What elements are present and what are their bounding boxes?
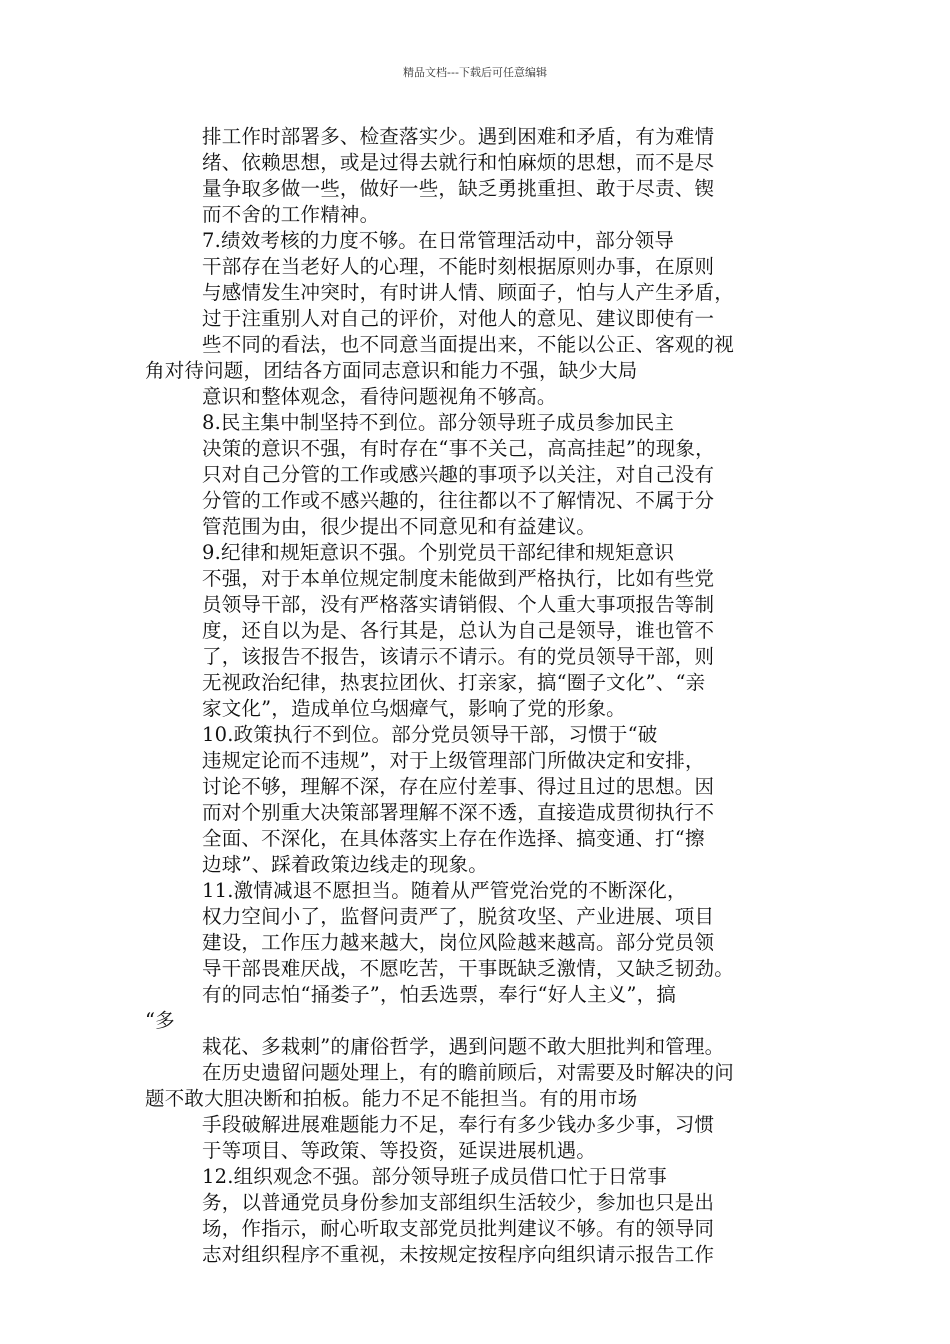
text-line: 些不同的看法，也不同意当面提出来，不能以公正、客观的视: [202, 333, 734, 356]
text-line: 栽花、多栽刺”的庸俗哲学，遇到问题不敢大胆批判和管理。: [202, 1035, 725, 1058]
text-line: 有的同志怕“捅娄子”，怕丢选票，奉行“好人主义”，搞: [202, 983, 677, 1006]
text-line: 建设，工作压力越来越大，岗位风险越来越高。部分党员领: [202, 931, 715, 954]
text-line: 意识和整体观念，看待问题视角不够高。: [202, 385, 557, 408]
text-line: 分管的工作或不感兴趣的，往往都以不了解情况、不属于分: [202, 489, 715, 512]
text-line: 无视政治纪律，热衷拉团伙、打亲家，搞“圈子文化”、“亲: [202, 671, 706, 694]
text-line: 员领导干部，没有严格落实请销假、个人重大事项报告等制: [202, 593, 715, 616]
page-header: 精品文档---下载后可任意编辑: [403, 66, 547, 79]
text-line: 9.纪律和规矩意识不强。个别党员干部纪律和规矩意识: [202, 541, 675, 564]
text-line: 边球”、踩着政策边线走的现象。: [202, 853, 488, 876]
text-line: 题不敢大胆决断和拍板。能力不足不能担当。有的用市场: [145, 1087, 638, 1110]
text-line: 绪、依赖思想，或是过得去就行和怕麻烦的思想，而不是尽: [202, 151, 715, 174]
text-line: 权力空间小了，监督问责严了，脱贫攻坚、产业进展、项目: [202, 905, 715, 928]
text-line: 决策的意识不强，有时存在“事不关己，高高挂起”的现象，: [202, 437, 715, 460]
text-line: 量争取多做一些，做好一些，缺乏勇挑重担、敢于尽责、锲: [202, 177, 715, 200]
text-line: “多: [145, 1009, 175, 1032]
text-line: 而不舍的工作精神。: [202, 203, 380, 226]
text-line: 志对组织程序不重视，未按规定按程序向组织请示报告工作: [202, 1243, 715, 1266]
text-line: 于等项目、等政策、等投资，延误进展机遇。: [202, 1139, 597, 1162]
text-line: 场，作指示，耐心听取支部党员批判建议不够。有的领导同: [202, 1217, 715, 1240]
text-line: 讨论不够，理解不深，存在应付差事、得过且过的思想。因: [202, 775, 715, 798]
text-line: 7.绩效考核的力度不够。在日常管理活动中，部分领导: [202, 229, 675, 252]
text-line: 10.政策执行不到位。部分党员领导干部，习惯于“破: [202, 723, 658, 746]
text-line: 全面、不深化，在具体落实上存在作选择、搞变通、打“擦: [202, 827, 705, 850]
text-line: 在历史遗留问题处理上，有的瞻前顾后，对需要及时解决的问: [202, 1061, 734, 1084]
text-line: 了，该报告不报告，该请示不请示。有的党员领导干部，则: [202, 645, 715, 668]
text-line: 违规定论而不违规”，对于上级管理部门所做决定和安排，: [202, 749, 705, 772]
text-line: 管范围为由，很少提出不同意见和有益建议。: [202, 515, 597, 538]
text-line: 家文化”，造成单位乌烟瘴气，影响了党的形象。: [202, 697, 626, 720]
text-line: 而对个别重大决策部署理解不深不透，直接造成贯彻执行不: [202, 801, 715, 824]
text-line: 8.民主集中制坚持不到位。部分领导班子成员参加民主: [202, 411, 675, 434]
text-line: 过于注重别人对自己的评价，对他人的意见、建议即使有一: [202, 307, 715, 330]
text-line: 与感情发生冲突时，有时讲人情、顾面子，怕与人产生矛盾，: [202, 281, 734, 304]
text-line: 11.激情减退不愿担当。随着从严管党治党的不断深化，: [202, 879, 687, 902]
text-line: 不强，对于本单位规定制度未能做到严格执行，比如有些党: [202, 567, 715, 590]
text-line: 排工作时部署多、检查落实少。遇到困难和矛盾，有为难情: [202, 125, 715, 148]
text-line: 12.组织观念不强。部分领导班子成员借口忙于日常事: [202, 1165, 668, 1188]
text-line: 度，还自以为是、各行其是，总认为自己是领导，谁也管不: [202, 619, 715, 642]
text-line: 务，以普通党员身份参加支部组织生活较少，参加也只是出: [202, 1191, 715, 1214]
text-line: 角对待问题，团结各方面同志意识和能力不强，缺少大局: [145, 359, 638, 382]
text-line: 导干部畏难厌战，不愿吃苦，干事既缺乏激情，又缺乏韧劲。: [202, 957, 734, 980]
text-line: 手段破解进展难题能力不足，奉行有多少钱办多少事，习惯: [202, 1113, 715, 1136]
text-line: 只对自己分管的工作或感兴趣的事项予以关注，对自己没有: [202, 463, 715, 486]
text-line: 干部存在当老好人的心理，不能时刻根据原则办事，在原则: [202, 255, 715, 278]
